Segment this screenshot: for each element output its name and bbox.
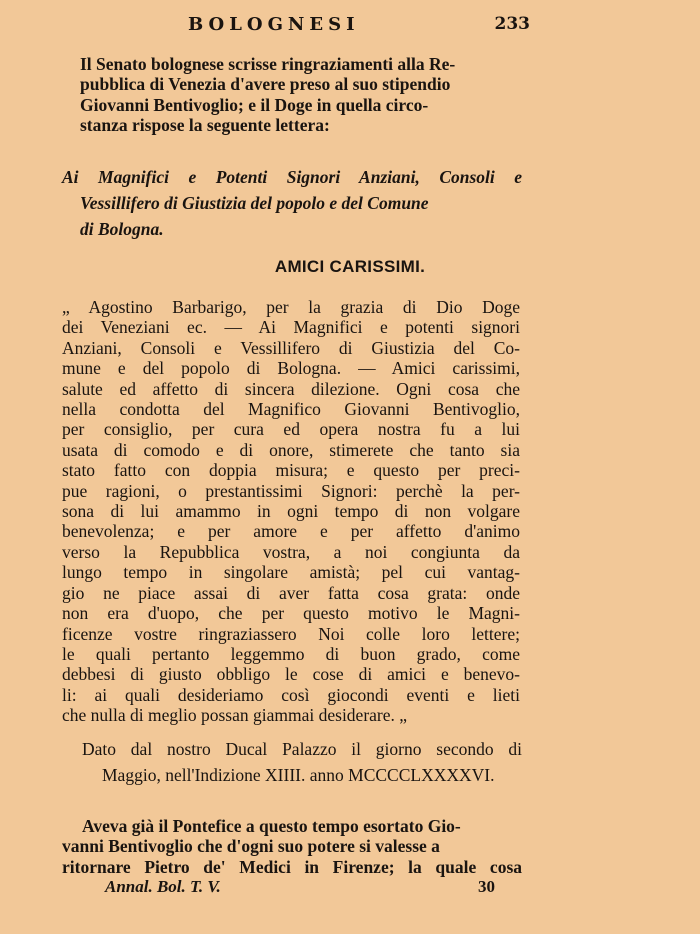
address-line: di Bologna. bbox=[80, 219, 164, 239]
closing-line: vanni Bentivoglio che d'ogni suo potere si valesse a bbox=[62, 836, 440, 857]
page-header bbox=[60, 14, 530, 40]
letter-line: usata di comodo e di onore, stimerete che tanto sia bbox=[62, 439, 520, 460]
letter-line: benevolenza; e per amore e per affetto d'animo bbox=[62, 521, 520, 542]
closing-line: ritornare Pietro de' Medici in Firenze; la quale cosa bbox=[62, 856, 522, 877]
footer-reference: Annal. Bol. T. V. bbox=[105, 877, 221, 896]
letter-salutation: AMICI CARISSIMI. bbox=[274, 257, 426, 276]
letter-line: nella condotta del Magnifico Giovanni Bentivoglio, bbox=[62, 399, 520, 420]
intro-paragraph bbox=[80, 54, 522, 136]
letter-line: lungo tempo in singolare amistà; pel cui vantag- bbox=[62, 562, 520, 583]
signature-mark: 30 bbox=[478, 877, 495, 896]
letter-line: le quali pertanto leggemmo di buon grado, come bbox=[62, 643, 520, 664]
letter-line: per consiglio, per cura ed opera nostra fu a lui bbox=[62, 419, 520, 440]
letter-address bbox=[62, 164, 522, 242]
letter-line: che nulla di meglio possan giammai desiderare. „ bbox=[62, 705, 408, 726]
letter-line: dei Veneziani ec. — Ai Magnifici e potenti signori bbox=[62, 317, 520, 338]
letter-line: sona di lui amammo in ogni tempo di non volgare bbox=[62, 501, 520, 522]
address-line: Vessillifero di Giustizia del popolo e del Comune bbox=[80, 193, 429, 213]
intro-line: pubblica di Venezia d'avere preso al suo stipendio bbox=[80, 74, 451, 95]
letter-line: Anziani, Consoli e Vessillifero di Giustizia del Co- bbox=[62, 337, 520, 358]
letter-line: ficenze vostre ringraziassero Noi colle loro lettere; bbox=[62, 623, 520, 644]
intro-line: Il Senato bolognese scrisse ringraziamenti alla Re- bbox=[80, 54, 456, 74]
letter-date bbox=[62, 736, 522, 788]
page-footer bbox=[105, 877, 495, 897]
address-line: Ai Magnifici e Potenti Signori Anziani, Consoli e bbox=[62, 167, 522, 187]
intro-line: Giovanni Bentivoglio; e il Doge in quella circo- bbox=[80, 94, 429, 115]
letter-line: gio ne piace assai di aver fatta cosa grata: onde bbox=[62, 582, 520, 603]
page-number: 233 bbox=[494, 14, 530, 34]
letter-body bbox=[62, 297, 520, 726]
letter-line: pue ragioni, o prestantissimi Signori: perchè la per- bbox=[62, 480, 520, 501]
date-line: Maggio, nell'Indizione XIIII. anno MCCCCLXXXXVI. bbox=[102, 765, 495, 785]
intro-line: stanza rispose la seguente lettera: bbox=[80, 115, 330, 136]
letter-line: „ Agostino Barbarigo, per la grazia di Dio Doge bbox=[62, 297, 520, 317]
closing-paragraph bbox=[62, 816, 522, 877]
letter-line: stato fatto con doppia misura; e questo per preci- bbox=[62, 460, 520, 481]
letter-line: non era d'uopo, che per questo motivo le Magni- bbox=[62, 603, 520, 624]
running-title: BOLOGNESI bbox=[188, 14, 360, 35]
letter-line: mune e del popolo di Bologna. — Amici carissimi, bbox=[62, 358, 520, 379]
letter-line: li: ai quali desideriamo così giocondi eventi e lieti bbox=[62, 684, 520, 705]
closing-line: Aveva già il Pontefice a questo tempo esortato Gio- bbox=[82, 816, 461, 836]
letter-line: debbesi di giusto obbligo le cose di amici e benevo- bbox=[62, 664, 520, 685]
letter-line: salute ed affetto di sincera dilezione. Ogni cosa che bbox=[62, 378, 520, 399]
letter-line: verso la Repubblica vostra, a noi congiunta da bbox=[62, 541, 520, 562]
date-line: Dato dal nostro Ducal Palazzo il giorno secondo di bbox=[82, 739, 522, 759]
